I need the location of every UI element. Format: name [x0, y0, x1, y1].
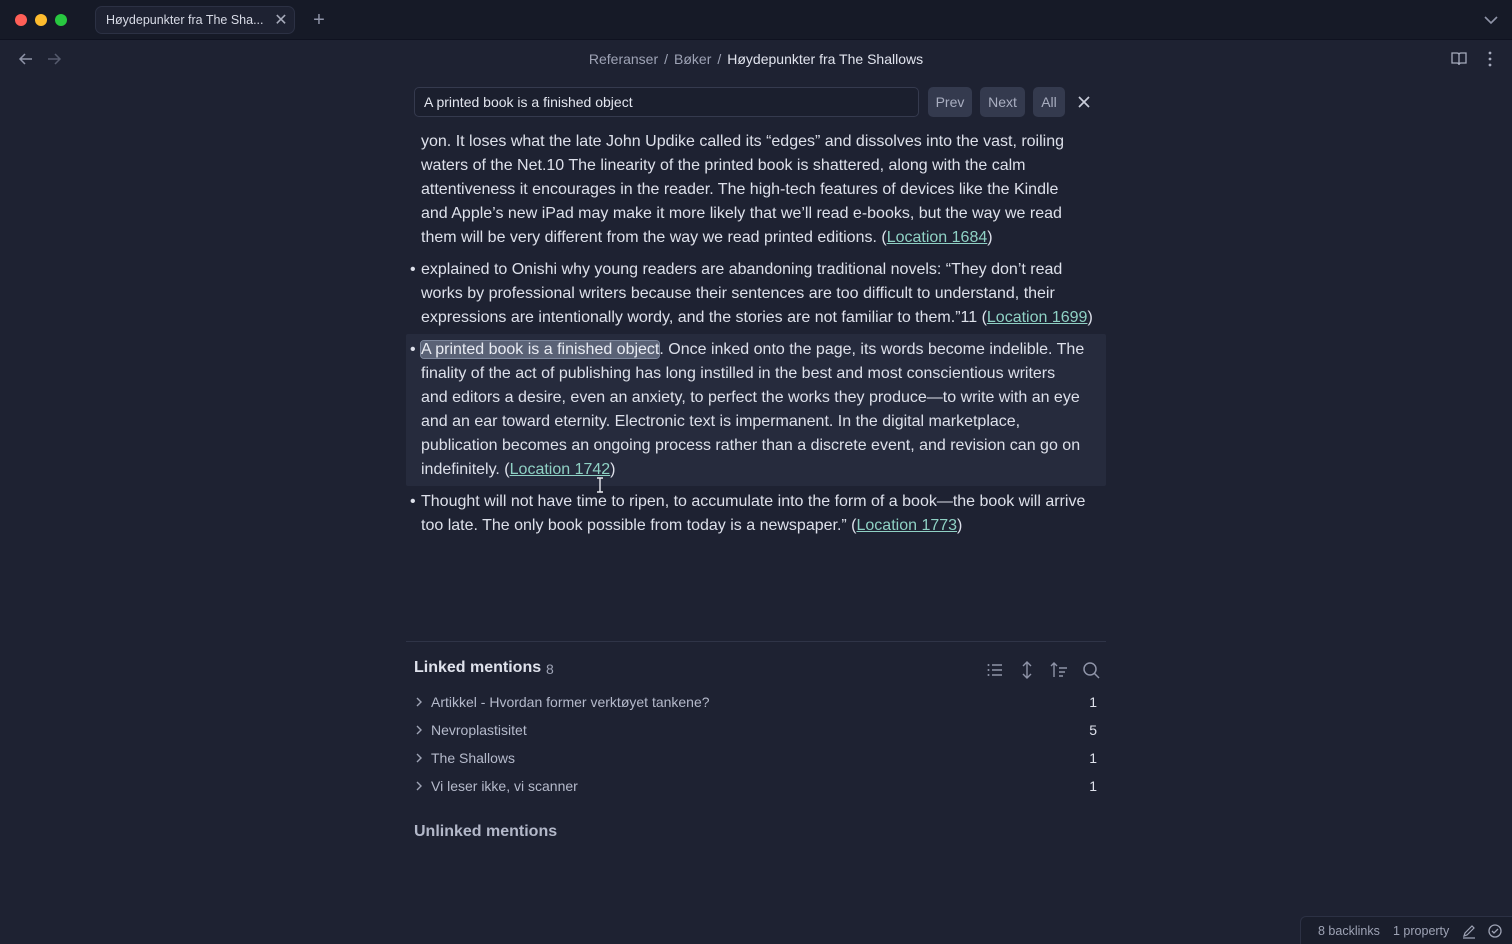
book-open-icon[interactable] [1450, 50, 1468, 68]
linked-mention-row[interactable] [414, 775, 1104, 799]
bullet: • [410, 493, 416, 510]
text-line: expressions are intentionally wordy, and the stories are not familiar to them.”11 (Location 1699) [421, 309, 1093, 326]
chevron-right-icon[interactable] [414, 696, 424, 708]
new-tab-button[interactable]: + [313, 9, 325, 31]
list-icon[interactable] [985, 660, 1005, 680]
bullet: • [410, 341, 416, 358]
breadcrumb-current[interactable]: Høydepunkter fra The Shallows [727, 51, 924, 67]
text-line: Thought will not have time to ripen, to accumulate into the form of a book—the book will arrive [421, 493, 1086, 510]
search-match: A printed book is a finished object [421, 341, 660, 358]
linked-mentions-title[interactable]: Linked mentions [414, 659, 542, 676]
bullet: • [410, 261, 416, 278]
expand-vertical-icon[interactable] [1017, 660, 1037, 680]
text-line: A printed book is a finished object. Once inked onto the page, its words become indelible. The [421, 341, 1085, 358]
text-line: waters of the Net.10 The linearity of the printed book is shattered, along with the calm [421, 157, 1026, 174]
title-bar [0, 0, 1512, 40]
pencil-icon[interactable] [1461, 923, 1477, 939]
linked-mention-row[interactable] [414, 691, 1104, 715]
linked-mention-label[interactable]: Artikkel - Hvordan former verktøyet tankene? [431, 694, 710, 710]
close-window-button[interactable] [15, 14, 27, 26]
linked-mention-label[interactable]: The Shallows [431, 750, 516, 766]
breadcrumb-boker[interactable]: Bøker [674, 51, 712, 67]
list-item [421, 490, 1106, 538]
text-line: works by professional writers because their sentences are too difficult to understand, their [421, 285, 1055, 302]
sort-icon[interactable] [1049, 660, 1069, 680]
note-content [406, 118, 1106, 548]
linked-mention-row[interactable] [414, 719, 1104, 743]
find-bar [414, 87, 1104, 117]
linked-mention-row[interactable] [414, 747, 1104, 771]
divider [406, 641, 1106, 642]
linked-mention-label[interactable]: Nevroplastisitet [431, 722, 527, 738]
text-line: too late. The only book possible from today is a newspaper.” (Location 1773) [421, 517, 963, 534]
unlinked-mentions-title[interactable]: Unlinked mentions [414, 823, 558, 840]
chevron-right-icon[interactable] [414, 724, 424, 736]
breadcrumb-separator: / [717, 51, 722, 67]
location-link[interactable]: Location 1742 [509, 461, 611, 478]
location-link[interactable]: Location 1773 [856, 517, 958, 534]
status-backlinks[interactable]: 8 backlinks [1318, 924, 1380, 938]
breadcrumb [0, 51, 1512, 67]
linked-mention-label[interactable]: Vi leser ikke, vi scanner [431, 778, 578, 794]
text-line: indefinitely. (Location 1742) [421, 461, 616, 478]
location-link[interactable]: Location 1699 [986, 309, 1088, 326]
next-button[interactable]: Next [980, 87, 1025, 117]
status-properties[interactable]: 1 property [1393, 924, 1450, 938]
search-input[interactable] [414, 87, 919, 117]
tab-label: Høydepunkter fra The Sha... [106, 13, 264, 27]
chevron-down-icon[interactable] [1482, 10, 1500, 30]
minimize-window-button[interactable] [35, 14, 47, 26]
more-options-icon[interactable] [1485, 50, 1495, 68]
all-button[interactable]: All [1033, 87, 1065, 117]
chevron-right-icon[interactable] [414, 780, 424, 792]
text-line: and Apple’s new iPad may make it more likely that we’ll read e-books, but the way we read [421, 205, 1062, 222]
status-bar [1300, 916, 1512, 944]
text-line: yon. It loses what the late John Updike called its “edges” and dissolves into the vast, roiling [421, 133, 1065, 150]
sync-check-icon[interactable] [1487, 923, 1503, 939]
close-icon[interactable] [1076, 94, 1092, 110]
linked-mention-count: 5 [1089, 722, 1097, 738]
text-line: explained to Onishi why young readers are abandoning traditional novels: “They don’t read [421, 261, 1063, 278]
chevron-right-icon[interactable] [414, 752, 424, 764]
text-line: attentiveness it encourages in the reader. The high-tech features of devices like the Kindle [421, 181, 1059, 198]
text-line: and editors a desire, even an anxiety, to perfect the works they produce—to write with an eye [421, 389, 1080, 406]
text-cursor-icon [594, 477, 606, 493]
list-item [421, 338, 1106, 482]
linked-mention-count: 1 [1089, 778, 1097, 794]
maximize-window-button[interactable] [55, 14, 67, 26]
linked-mention-count: 1 [1089, 694, 1097, 710]
text-line: them will be very different from the way we read printed editions. (Location 1684) [421, 229, 993, 246]
search-icon[interactable] [1081, 660, 1101, 680]
view-header [0, 40, 1512, 78]
breadcrumb-separator: / [664, 51, 669, 67]
location-link[interactable]: Location 1684 [886, 229, 988, 246]
text-line: publication becomes an ongoing process rather than a discrete event, and revision can go on [421, 437, 1081, 454]
text-line: finality of the act of publishing has long instilled in the best and most conscientious writers [421, 365, 1056, 382]
linked-mention-count: 1 [1089, 750, 1097, 766]
tab-close-icon[interactable]: ✕ [274, 12, 288, 29]
breadcrumb-referanser[interactable]: Referanser [588, 51, 659, 67]
linked-mentions-count: 8 [546, 661, 554, 677]
list-item [421, 130, 1106, 250]
prev-button[interactable]: Prev [928, 87, 972, 117]
text-line: and an ear toward eternity. Electronic text is impermanent. In the digital marketplace, [421, 413, 1021, 430]
tab-active[interactable] [95, 6, 295, 34]
list-item [421, 258, 1106, 330]
